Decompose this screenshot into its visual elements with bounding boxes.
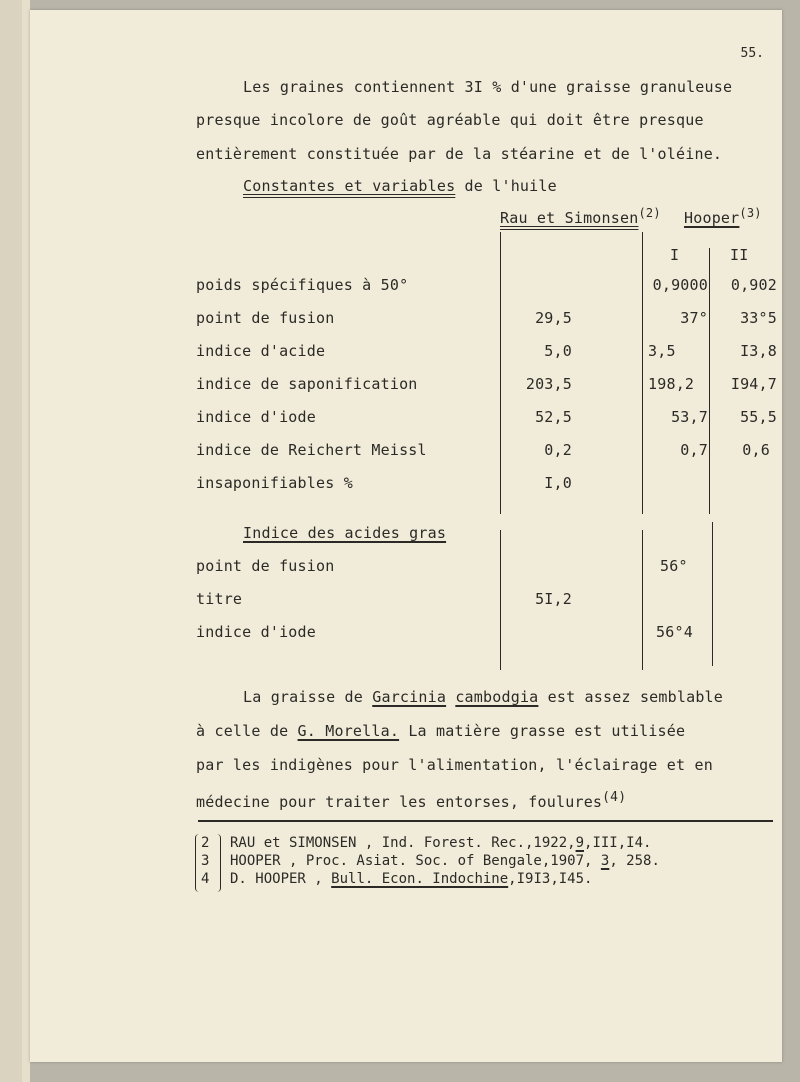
footnote-part: ,I9I3,I45. (508, 871, 593, 887)
row-hooper-i-value: 0,7 (680, 441, 708, 459)
row-rau-value: 52,5 (535, 408, 572, 426)
species-name: cambodgia (455, 688, 539, 706)
row-rau-value: I,0 (544, 474, 572, 492)
header-hooper-ii: II (730, 246, 749, 264)
species-ref: G. Morella. (297, 722, 400, 740)
header-rau-simonsen (500, 206, 661, 227)
constants-heading (243, 177, 557, 195)
footnote-part: D. HOOPER , (230, 871, 332, 887)
footnote-ref: (4) (602, 790, 627, 805)
footnote-rule (198, 820, 773, 822)
footnote-part: RAU et SIMONSEN , Ind. Forest. Rec.,1922, (230, 835, 576, 851)
row-rau-value: 203,5 (525, 375, 572, 393)
row-hooper-ii-value: 0,902 (730, 276, 777, 294)
footnote-part: ,III,I4. (584, 835, 652, 851)
footnote-text (230, 835, 651, 851)
closing-line-4 (196, 790, 626, 811)
closing-text: est assez semblable (538, 688, 724, 706)
acids-line-right (712, 522, 713, 666)
acid-row-label: titre (196, 590, 243, 608)
footnote-number: 4 (201, 871, 210, 887)
row-hooper-ii-value: 33°5 (740, 309, 777, 327)
header-rau-label: Rau et Simonsen (500, 209, 639, 227)
closing-text: La matière grasse est utilisée (399, 722, 686, 740)
genus-name: Garcinia (372, 688, 447, 706)
acid-row-rau-value: 5I,2 (535, 590, 572, 608)
acid-row-label: point de fusion (196, 557, 335, 575)
binder-margin (22, 0, 30, 1082)
document-page (30, 10, 782, 1062)
closing-space (446, 688, 455, 706)
footnote-text (230, 871, 592, 887)
header-hooper-label: Hooper (684, 209, 740, 227)
closing-text: médecine pour traiter les entorses, foulures (196, 793, 603, 811)
row-label: point de fusion (196, 309, 335, 327)
row-rau-value: 29,5 (535, 309, 572, 327)
row-label: indice de Reichert Meissl (196, 441, 427, 459)
intro-line-2: presque incolore de goût agréable qui doit être presque (196, 111, 704, 129)
row-rau-value: 5,0 (544, 342, 572, 360)
closing-text: à celle de (196, 722, 298, 740)
footnote-journal: Bull. Econ. Indochine (331, 871, 509, 887)
table-line-left (500, 232, 501, 514)
row-hooper-ii-value: 55,5 (740, 408, 777, 426)
footnote-part: , 258. (609, 853, 660, 869)
constants-heading-underlined: Constantes et variables (243, 177, 456, 195)
table-line-mid (642, 232, 643, 514)
row-hooper-ii-value: I3,8 (740, 342, 777, 360)
header-hooper-ref: (3) (739, 206, 762, 220)
acids-line-left (500, 530, 501, 670)
row-label: poids spécifiques à 50° (196, 276, 409, 294)
footnote-number: 3 (201, 853, 210, 869)
row-label: insaponifiables % (196, 474, 353, 492)
acids-line-mid (642, 530, 643, 670)
row-label: indice d'acide (196, 342, 326, 360)
row-label: indice d'iode (196, 408, 316, 426)
constants-heading-rest: de l'huile (455, 177, 557, 195)
header-rau-ref: (2) (638, 206, 661, 220)
footnote-number: 2 (201, 835, 210, 851)
footnote-bracket-right (210, 834, 221, 892)
table-line-right (709, 248, 710, 514)
acids-heading: Indice des acides gras (243, 524, 447, 542)
acid-row-label: indice d'iode (196, 623, 316, 641)
intro-line-3: entièrement constituée par de la stéarine et de l'oléine. (196, 145, 723, 163)
header-hooper-i: I (670, 246, 680, 264)
row-hooper-ii-value: I94,7 (730, 375, 777, 393)
footnote-text (230, 853, 660, 869)
binder-edge (0, 0, 24, 1082)
row-rau-value: 0,2 (544, 441, 572, 459)
row-hooper-ii-value: 0,6 (742, 441, 770, 459)
intro-line-1: Les graines contiennent 3I % d'une graisse granuleuse (243, 78, 733, 96)
row-hooper-i-value: 0,9000 (652, 276, 708, 294)
closing-line-3: par les indigènes pour l'alimentation, l'éclairage et en (196, 756, 713, 774)
row-hooper-i-value: 3,5 (648, 342, 676, 360)
header-hooper (684, 206, 762, 227)
row-hooper-i-value: 53,7 (671, 408, 708, 426)
row-hooper-i-value: 198,2 (648, 375, 695, 393)
closing-text: La graisse de (243, 688, 373, 706)
footnote-part: HOOPER , Proc. Asiat. Soc. of Bengale,1907, (230, 853, 601, 869)
closing-line-1 (243, 688, 723, 706)
acid-row-hooper-value: 56°4 (656, 623, 693, 641)
row-hooper-i-value: 37° (680, 309, 708, 327)
closing-line-2 (196, 722, 685, 740)
page-number: 55. (740, 46, 764, 61)
footnote-volume: 3 (600, 853, 610, 869)
row-label: indice de saponification (196, 375, 418, 393)
footnote-volume: 9 (575, 835, 585, 851)
acid-row-hooper-value: 56° (660, 557, 688, 575)
